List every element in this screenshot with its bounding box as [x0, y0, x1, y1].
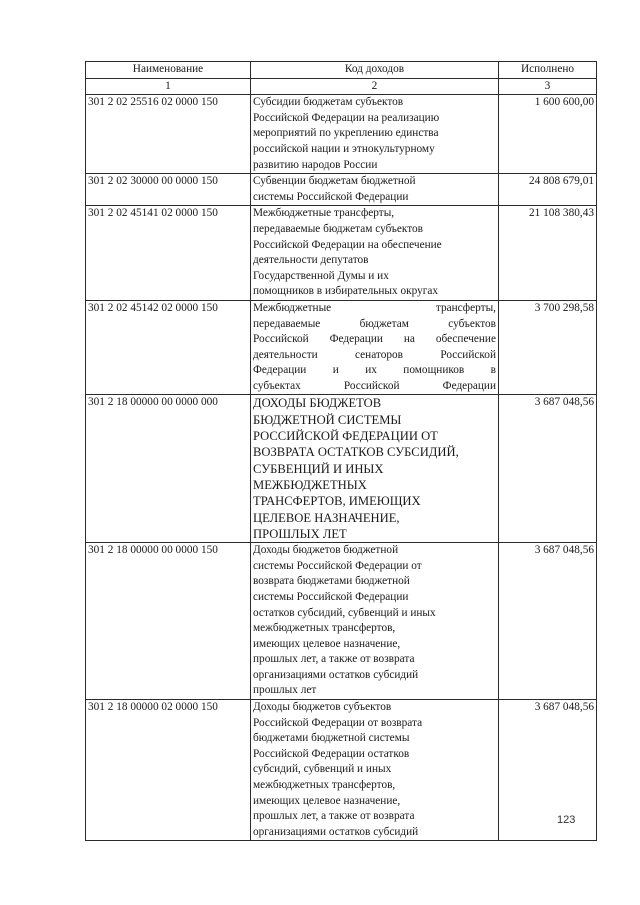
- description-line: субсидий, субвенций и иных: [253, 763, 392, 776]
- revenue-description: [251, 395, 499, 543]
- description-line: БЮДЖЕТНОЙ СИСТЕМЫ: [253, 412, 402, 427]
- executed-amount: 3 687 048,56: [499, 700, 597, 841]
- description-line: Доходы бюджетов субъектов: [253, 701, 392, 714]
- column-header-name: Наименование: [86, 62, 251, 79]
- description-line: системы Российской Федерации: [253, 590, 409, 603]
- executed-amount: 3 700 298,58: [499, 300, 597, 395]
- table-row: [86, 95, 597, 174]
- description-line: РОССИЙСКОЙ ФЕДЕРАЦИИ ОТ: [253, 429, 438, 444]
- revenue-code: 301 2 18 00000 00 0000 000: [86, 395, 251, 543]
- description-line: ЦЕЛЕВОЕ НАЗНАЧЕНИЕ,: [253, 510, 400, 525]
- revenue-description: [251, 700, 499, 841]
- revenue-description: [251, 95, 499, 174]
- table-row: [86, 174, 597, 206]
- description-line: МЕЖБЮДЖЕТНЫХ: [253, 477, 367, 492]
- revenue-code: 301 2 02 45142 02 0000 150: [86, 300, 251, 395]
- description-line: передаваемые бюджетам субъектов: [253, 317, 496, 330]
- description-line: имеющих целевое назначение,: [253, 794, 401, 807]
- column-header-executed: Исполнено: [499, 62, 597, 79]
- description-line: передаваемые бюджетам субъектов: [253, 222, 424, 235]
- revenue-description: [251, 543, 499, 700]
- description-line: Федерации и их помощников в: [253, 364, 496, 377]
- description-line: организациями остатков субсидий: [253, 825, 419, 838]
- revenue-code: 301 2 18 00000 02 0000 150: [86, 700, 251, 841]
- description-line: помощников в избирательных округах: [253, 285, 439, 298]
- description-line: Доходы бюджетов бюджетной: [253, 544, 399, 557]
- description-line: ДОХОДЫ БЮДЖЕТОВ: [253, 396, 382, 411]
- revenue-description: [251, 174, 499, 206]
- description-line: системы Российской Федерации от: [253, 559, 422, 572]
- revenue-description: [251, 300, 499, 395]
- revenue-code: 301 2 02 25516 02 0000 150: [86, 95, 251, 174]
- revenue-code: 301 2 02 45141 02 0000 150: [86, 206, 251, 301]
- revenue-code: 301 2 18 00000 00 0000 150: [86, 543, 251, 700]
- executed-amount: 24 808 679,01: [499, 174, 597, 206]
- description-line: Российской Федерации на обеспечение: [253, 238, 442, 251]
- executed-amount: 21 108 380,43: [499, 206, 597, 301]
- description-line: ВОЗВРАТА ОСТАТКОВ СУБСИДИЙ,: [253, 445, 459, 460]
- description-line: Межбюджетные трансферты,: [253, 207, 395, 220]
- revenue-table: [85, 61, 597, 841]
- description-line: Российской Федерации остатков: [253, 747, 410, 760]
- table-row: [86, 543, 597, 700]
- description-line: Российской Федерации от возврата: [253, 716, 423, 729]
- revenue-description: [251, 206, 499, 301]
- description-line: мероприятий по укреплению единства: [253, 127, 439, 140]
- description-line: Межбюджетные трансферты,: [253, 301, 496, 314]
- column-number-row: [86, 78, 597, 95]
- description-line: СУБВЕНЦИЙ И ИНЫХ: [253, 461, 384, 476]
- description-line: прошлых лет: [253, 684, 317, 697]
- description-line: российской нации и этнокультурному: [253, 142, 435, 155]
- column-number: 3: [499, 78, 597, 95]
- header-row: [86, 62, 597, 79]
- page-number: 123: [557, 814, 576, 826]
- column-number: 2: [251, 78, 499, 95]
- table-row: [86, 395, 597, 543]
- description-line: имеющих целевое назначение,: [253, 637, 401, 650]
- executed-amount: 3 687 048,56: [499, 395, 597, 543]
- description-line: Российской Федерации на обеспечение: [253, 333, 496, 346]
- description-line: возврата бюджетами бюджетной: [253, 575, 410, 588]
- description-line: развитию народов России: [253, 158, 378, 171]
- description-line: прошлых лет, а также от возврата: [253, 653, 415, 666]
- table-row: [86, 300, 597, 395]
- description-line: субъектах Российской Федерации: [253, 379, 496, 392]
- description-line: прошлых лет, а также от возврата: [253, 810, 415, 823]
- description-line: Государственной Думы и их: [253, 269, 389, 282]
- column-number: 1: [86, 78, 251, 95]
- table-row: [86, 700, 597, 841]
- description-line: бюджетами бюджетной системы: [253, 732, 410, 745]
- executed-amount: 1 600 600,00: [499, 95, 597, 174]
- column-header-code: Код доходов: [251, 62, 499, 79]
- description-line: ПРОШЛЫХ ЛЕТ: [253, 526, 347, 541]
- description-line: Субсидии бюджетам субъектов: [253, 96, 404, 109]
- revenue-code: 301 2 02 30000 00 0000 150: [86, 174, 251, 206]
- description-line: организациями остатков субсидий: [253, 668, 419, 681]
- description-line: остатков субсидий, субвенций и иных: [253, 606, 436, 619]
- description-line: системы Российской Федерации: [253, 190, 409, 203]
- description-line: деятельности депутатов: [253, 254, 369, 267]
- table-row: [86, 206, 597, 301]
- description-line: ТРАНСФЕРТОВ, ИМЕЮЩИХ: [253, 494, 421, 509]
- description-line: межбюджетных трансфертов,: [253, 779, 396, 792]
- executed-amount: 3 687 048,56: [499, 543, 597, 700]
- description-line: деятельности сенаторов Российской: [253, 348, 496, 361]
- description-line: межбюджетных трансфертов,: [253, 622, 396, 635]
- description-line: Российской Федерации на реализацию: [253, 111, 440, 124]
- description-line: Субвенции бюджетам бюджетной: [253, 175, 416, 188]
